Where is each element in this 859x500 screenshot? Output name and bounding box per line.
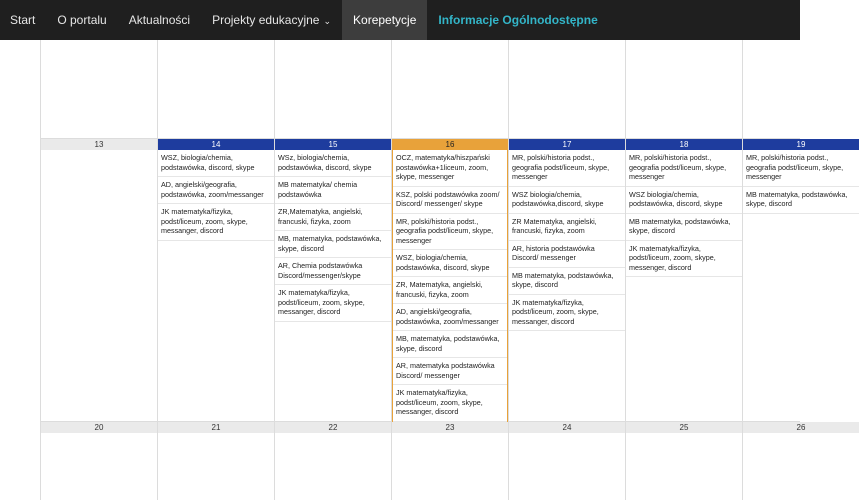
day-header-23: 23 bbox=[392, 422, 508, 433]
event-item[interactable]: WSZ biologia/chemia, podstawówka, discord, skype bbox=[626, 187, 742, 214]
event-item[interactable]: WSz, biologia/chemia, podstawówka, discord, skype bbox=[275, 150, 391, 177]
day-header-16-today: 16 bbox=[392, 139, 508, 150]
day-header-15: 15 bbox=[275, 139, 391, 150]
calendar-month-view bbox=[0, 40, 848, 500]
event-item[interactable]: JK matematyka/fizyka, podst/liceum, zoom, skype, messanger, discord bbox=[509, 295, 625, 332]
event-item[interactable]: WSZ, biologia/chemia, podstawówka, discord, skype bbox=[393, 250, 507, 277]
event-item[interactable]: AR, Chemia podstawówka Discord/messenger/skype bbox=[275, 258, 391, 285]
event-item[interactable]: MR, polski/historia podst., geografia podst/liceum, skype, messenger bbox=[626, 150, 742, 187]
event-item[interactable]: WSZ biologia/chemia, podstawówka,discord, skype bbox=[509, 187, 625, 214]
event-item[interactable]: ZR Matematyka, angielski, francuski, fizyka, zoom bbox=[509, 214, 625, 241]
day-header-19: 19 bbox=[743, 139, 859, 150]
event-item[interactable]: MB matematyka/ chemia podstawówka bbox=[275, 177, 391, 204]
event-item[interactable]: AR, matematyka podstawówka Discord/ messenger bbox=[393, 358, 507, 385]
nav-korepetycje[interactable]: Korepetycje bbox=[342, 0, 427, 40]
event-item[interactable]: AD, angielski/geografia, podstawówka, zoom/messanger bbox=[158, 177, 274, 204]
day-cell-17 bbox=[509, 150, 625, 420]
chevron-down-icon: ⌄ bbox=[323, 15, 332, 26]
event-item[interactable]: MB matematyka, podstawówka, skype, discord bbox=[509, 268, 625, 295]
top-navbar bbox=[0, 0, 800, 40]
event-item[interactable]: WSZ, biologia/chemia, podstawówka, discord, skype bbox=[158, 150, 274, 177]
day-header-13: 13 bbox=[41, 139, 157, 150]
day-header-22: 22 bbox=[275, 422, 391, 433]
day-header-26: 26 bbox=[743, 422, 859, 433]
event-item[interactable]: MR, polski/historia podst., geografia podst/liceum, skype, messenger bbox=[393, 214, 507, 251]
nav-projekty-label: Projekty edukacyjne bbox=[212, 13, 320, 27]
event-item[interactable]: OCZ, matematyka/hiszpański postawówka+1liceum, zoom, skype, messenger bbox=[393, 150, 507, 187]
event-item[interactable]: MB matematyka, podstawówka, skype, discord bbox=[743, 187, 859, 214]
day-cell-15 bbox=[275, 150, 391, 420]
event-item[interactable]: MR, polski/historia podst., geografia podst/liceum, skype, messenger bbox=[743, 150, 859, 187]
day-cell-16-today bbox=[392, 150, 508, 422]
day-cell-14 bbox=[158, 150, 274, 420]
day-header-21: 21 bbox=[158, 422, 274, 433]
day-header-25: 25 bbox=[626, 422, 742, 433]
event-item[interactable]: MB, matematyka, podstawówka, skype, discord bbox=[393, 331, 507, 358]
event-item[interactable]: JK matematyka/fizyka, podst/liceum, zoom, skype, messenger, discord bbox=[626, 241, 742, 278]
day-cell-18 bbox=[626, 150, 742, 420]
nav-o-portalu[interactable]: O portalu bbox=[57, 13, 107, 27]
day-header-17: 17 bbox=[509, 139, 625, 150]
nav-aktualnosci[interactable]: Aktualności bbox=[128, 13, 191, 27]
event-item[interactable]: JK matematyka/fizyka, podst/liceum, zoom, skype, messanger, discord bbox=[393, 385, 507, 422]
event-item[interactable]: ZR, Matematyka, angielski, francuski, fizyka, zoom bbox=[393, 277, 507, 304]
event-item[interactable]: AR, historia podstawówka Discord/ messenger bbox=[509, 241, 625, 268]
event-item[interactable]: KSZ, polski podstawówka zoom/ Discord/ messenger/ skype bbox=[393, 187, 507, 214]
day-header-20: 20 bbox=[41, 422, 157, 433]
event-item[interactable]: MB matematyka, podstawówka, skype, discord bbox=[626, 214, 742, 241]
day-header-18: 18 bbox=[626, 139, 742, 150]
nav-start[interactable]: Start bbox=[10, 13, 36, 27]
event-item[interactable]: JK matematyka/fizyka, podst/liceum, zoom, skype, messanger, discord bbox=[158, 204, 274, 241]
day-header-14: 14 bbox=[158, 139, 274, 150]
nav-projekty-edukacyjne[interactable] bbox=[201, 0, 342, 40]
nav-informacje-ogolnodostepne[interactable]: Informacje Ogólnodostępne bbox=[438, 13, 598, 27]
day-cell-19 bbox=[743, 150, 859, 420]
event-item[interactable]: AD, angielski/geografia, podstawówka, zoom/messanger bbox=[393, 304, 507, 331]
event-item[interactable]: JK matematyka/fizyka, podst/liceum, zoom, skype, messanger, discord bbox=[275, 285, 391, 322]
day-header-24: 24 bbox=[509, 422, 625, 433]
event-item[interactable]: MB, matematyka, podstawówka, skype, discord bbox=[275, 231, 391, 258]
event-item[interactable]: MR, polski/historia podst., geografia podst/liceum, skype, messenger bbox=[509, 150, 625, 187]
event-item[interactable]: ZR,Matematyka, angielski, francuski, fizyka, zoom bbox=[275, 204, 391, 231]
